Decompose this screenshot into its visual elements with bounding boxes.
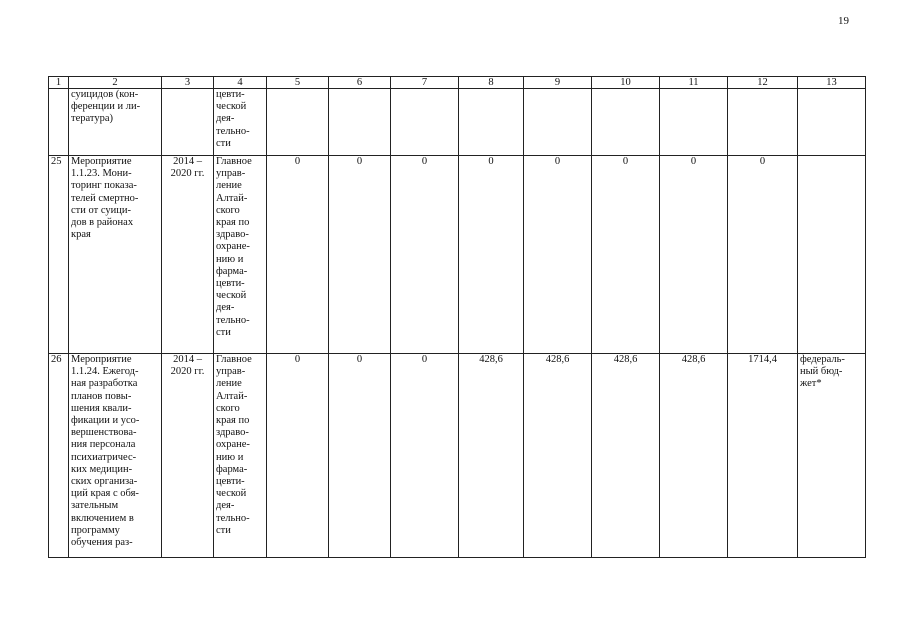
activity-name: Мероприятие 1.1.23. Мони- торинг показа- телей смертно- сти от суици- дов в районах края bbox=[69, 156, 162, 354]
value-col7 bbox=[391, 89, 459, 156]
funding-source: федераль- ный бюд- жет* bbox=[798, 354, 866, 558]
column-header: 10 bbox=[592, 77, 660, 89]
executor: Главное управ- ление Алтай- ского края по здраво- охране- нию и фарма- цевти- ческой дея- тельно- сти bbox=[214, 156, 267, 354]
value-col6: 0 bbox=[329, 354, 391, 558]
column-header: 8 bbox=[459, 77, 524, 89]
row-number: 25 bbox=[49, 156, 69, 354]
row-number bbox=[49, 89, 69, 156]
column-header: 6 bbox=[329, 77, 391, 89]
period: 2014 – 2020 гг. bbox=[162, 156, 214, 354]
value-col10: 428,6 bbox=[592, 354, 660, 558]
column-header: 9 bbox=[524, 77, 592, 89]
column-header: 3 bbox=[162, 77, 214, 89]
column-header: 13 bbox=[798, 77, 866, 89]
value-col8 bbox=[459, 89, 524, 156]
executor: цевти- ческой дея- тельно- сти bbox=[214, 89, 267, 156]
value-col5 bbox=[267, 89, 329, 156]
page-number: 19 bbox=[838, 15, 849, 27]
column-number-header-row bbox=[49, 77, 866, 89]
column-header: 12 bbox=[728, 77, 798, 89]
column-header: 1 bbox=[49, 77, 69, 89]
value-col6 bbox=[329, 89, 391, 156]
program-activities-table bbox=[48, 76, 866, 558]
value-col6: 0 bbox=[329, 156, 391, 354]
activity-name: Мероприятие 1.1.24. Ежегод- ная разработка планов повы- шения квали- фикации и усо- вершенствова- ния персонала психиатричес- ких медицин- ских организа- ций края с обя- зательным включением в программу обучения раз- bbox=[69, 354, 162, 558]
column-header: 2 bbox=[69, 77, 162, 89]
value-total: 0 bbox=[728, 156, 798, 354]
value-col10 bbox=[592, 89, 660, 156]
column-header: 4 bbox=[214, 77, 267, 89]
value-col11: 428,6 bbox=[660, 354, 728, 558]
value-col11: 0 bbox=[660, 156, 728, 354]
value-col7: 0 bbox=[391, 156, 459, 354]
value-col5: 0 bbox=[267, 156, 329, 354]
value-col11 bbox=[660, 89, 728, 156]
value-total: 1714,4 bbox=[728, 354, 798, 558]
value-col8: 428,6 bbox=[459, 354, 524, 558]
funding-source bbox=[798, 156, 866, 354]
column-header: 5 bbox=[267, 77, 329, 89]
value-col9 bbox=[524, 89, 592, 156]
table-row bbox=[49, 156, 866, 354]
period bbox=[162, 89, 214, 156]
value-col10: 0 bbox=[592, 156, 660, 354]
funding-source bbox=[798, 89, 866, 156]
row-number: 26 bbox=[49, 354, 69, 558]
value-col9: 428,6 bbox=[524, 354, 592, 558]
value-col7: 0 bbox=[391, 354, 459, 558]
column-header: 7 bbox=[391, 77, 459, 89]
column-header: 11 bbox=[660, 77, 728, 89]
value-total bbox=[728, 89, 798, 156]
activity-name: суицидов (кон- ференции и ли- тература) bbox=[69, 89, 162, 156]
table-row bbox=[49, 354, 866, 558]
period: 2014 – 2020 гг. bbox=[162, 354, 214, 558]
value-col9: 0 bbox=[524, 156, 592, 354]
table-row bbox=[49, 89, 866, 156]
value-col5: 0 bbox=[267, 354, 329, 558]
value-col8: 0 bbox=[459, 156, 524, 354]
executor: Главное управ- ление Алтай- ского края по здраво- охране- нию и фарма- цевти- ческой дея- тельно- сти bbox=[214, 354, 267, 558]
